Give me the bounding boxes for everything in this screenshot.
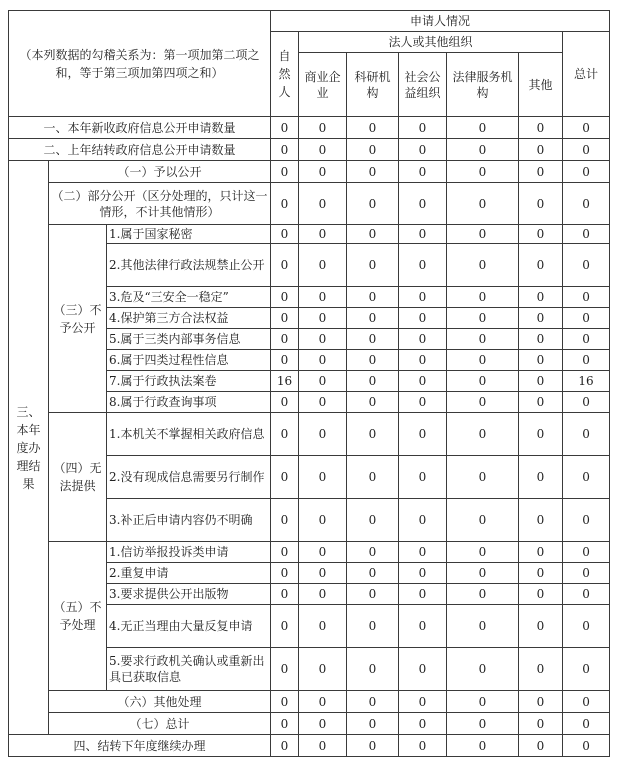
cell-value: 0: [347, 456, 399, 499]
unable-to-provide-label: （四）无法提供: [49, 413, 107, 542]
cell-value: 0: [399, 183, 447, 225]
cell-value: 16: [271, 371, 299, 392]
cell-value: 0: [399, 244, 447, 287]
col-natural-person: 自然人: [271, 32, 299, 117]
cell-value: 0: [399, 329, 447, 350]
cell-value: 0: [399, 139, 447, 161]
row-label: 一、本年新收政府信息公开申请数量: [9, 117, 271, 139]
cell-value: 0: [563, 735, 610, 757]
cell-value: 0: [563, 691, 610, 713]
table-row: [9, 542, 610, 563]
cell-value: 0: [299, 117, 347, 139]
cell-value: 0: [299, 413, 347, 456]
cell-value: 0: [563, 183, 610, 225]
cell-value: 0: [271, 735, 299, 757]
cell-value: 0: [299, 329, 347, 350]
cell-value: 0: [299, 244, 347, 287]
not-processed-label: （五）不予处理: [49, 542, 107, 691]
cell-value: 0: [519, 563, 563, 584]
table-row: [9, 139, 610, 161]
cell-value: 0: [347, 183, 399, 225]
cell-value: 0: [299, 287, 347, 308]
cell-value: 0: [519, 244, 563, 287]
cell-value: 0: [447, 139, 519, 161]
cell-value: 0: [271, 691, 299, 713]
cell-value: 0: [347, 499, 399, 542]
cell-value: 0: [347, 139, 399, 161]
row-label: 4.无正当理由大量反复申请: [107, 605, 271, 648]
header-row-1: [9, 11, 610, 32]
table-row: [9, 691, 610, 713]
cell-value: 0: [447, 371, 519, 392]
cell-value: 0: [271, 584, 299, 605]
cell-value: 0: [447, 542, 519, 563]
table-row: [9, 413, 610, 456]
cell-value: 0: [299, 161, 347, 183]
disclosure-stats-table: [8, 10, 610, 757]
cell-value: 0: [347, 244, 399, 287]
cell-value: 0: [399, 605, 447, 648]
row-label: 2.其他法律行政法规禁止公开: [107, 244, 271, 287]
cell-value: 0: [399, 225, 447, 244]
cell-value: 0: [399, 691, 447, 713]
cell-value: 0: [347, 371, 399, 392]
section3-label: 三、本年度办理结果: [9, 161, 49, 735]
cell-value: 0: [399, 456, 447, 499]
cell-value: 0: [447, 392, 519, 413]
cell-value: 0: [519, 161, 563, 183]
cell-value: 0: [271, 456, 299, 499]
cell-value: 0: [563, 139, 610, 161]
cell-value: 0: [563, 713, 610, 735]
cell-value: 0: [299, 584, 347, 605]
cell-value: 0: [563, 563, 610, 584]
cell-value: 0: [299, 735, 347, 757]
row-label: 3.补正后申请内容仍不明确: [107, 499, 271, 542]
cell-value: 0: [399, 287, 447, 308]
cell-value: 0: [299, 713, 347, 735]
col-legal-service-org: 法律服务机构: [447, 53, 519, 117]
row-label: （一）予以公开: [49, 161, 271, 183]
cell-value: 0: [563, 648, 610, 691]
cell-value: 0: [347, 287, 399, 308]
applicant-status-header: 申请人情况: [271, 11, 610, 32]
cell-value: 0: [563, 499, 610, 542]
cell-value: 0: [271, 117, 299, 139]
row-label: 1.属于国家秘密: [107, 225, 271, 244]
cell-value: 0: [519, 584, 563, 605]
cell-value: 0: [447, 584, 519, 605]
cell-value: 0: [447, 735, 519, 757]
cell-value: 0: [299, 183, 347, 225]
cell-value: 0: [271, 139, 299, 161]
cell-value: 0: [519, 713, 563, 735]
cell-value: 0: [519, 456, 563, 499]
cell-value: 0: [299, 542, 347, 563]
cell-value: 0: [299, 225, 347, 244]
cell-value: 0: [447, 563, 519, 584]
col-research-institution: 科研机构: [347, 53, 399, 117]
cell-value: 0: [271, 350, 299, 371]
cell-value: 0: [447, 691, 519, 713]
cell-value: 0: [447, 161, 519, 183]
cell-value: 0: [519, 542, 563, 563]
cell-value: 0: [519, 117, 563, 139]
cell-value: 0: [271, 713, 299, 735]
cell-value: 0: [563, 329, 610, 350]
cell-value: 0: [347, 713, 399, 735]
cell-value: 0: [271, 183, 299, 225]
not-disclosed-label: （三）不予公开: [49, 225, 107, 413]
cell-value: 0: [519, 413, 563, 456]
cell-value: 0: [399, 584, 447, 605]
cell-value: 0: [347, 161, 399, 183]
row-label: 3.危及“三安全一稳定”: [107, 287, 271, 308]
cell-value: 0: [347, 329, 399, 350]
cell-value: 0: [519, 183, 563, 225]
cell-value: 0: [447, 244, 519, 287]
cell-value: 0: [347, 308, 399, 329]
cell-value: 0: [347, 117, 399, 139]
cell-value: 0: [447, 499, 519, 542]
cell-value: 0: [299, 350, 347, 371]
cell-value: 0: [447, 456, 519, 499]
row-label: 2.没有现成信息需要另行制作: [107, 456, 271, 499]
cell-value: 0: [299, 392, 347, 413]
table-row: [9, 713, 610, 735]
cell-value: 0: [347, 413, 399, 456]
cell-value: 0: [347, 563, 399, 584]
row-label: 3.要求提供公开出版物: [107, 584, 271, 605]
cell-value: 0: [271, 161, 299, 183]
cell-value: 0: [519, 392, 563, 413]
row-label: 1.本机关不掌握相关政府信息: [107, 413, 271, 456]
cell-value: 0: [271, 287, 299, 308]
legal-org-header: 法人或其他组织: [299, 32, 563, 53]
cell-value: 0: [299, 605, 347, 648]
cell-value: 0: [563, 456, 610, 499]
cell-value: 0: [399, 648, 447, 691]
cell-value: 0: [399, 499, 447, 542]
cell-value: 0: [299, 499, 347, 542]
cell-value: 0: [447, 413, 519, 456]
cell-value: 0: [271, 225, 299, 244]
row-label: 四、结转下年度继续办理: [9, 735, 271, 757]
cell-value: 0: [563, 287, 610, 308]
row-label: 5.属于三类内部事务信息: [107, 329, 271, 350]
table-row: [9, 225, 610, 244]
cell-value: 0: [563, 161, 610, 183]
cell-value: 0: [347, 648, 399, 691]
cell-value: 0: [271, 413, 299, 456]
cell-value: 0: [447, 713, 519, 735]
cell-value: 0: [519, 350, 563, 371]
cell-value: 0: [271, 392, 299, 413]
cell-value: 0: [347, 691, 399, 713]
cell-value: 0: [347, 225, 399, 244]
cell-value: 0: [447, 329, 519, 350]
cell-value: 0: [563, 350, 610, 371]
cell-value: 0: [271, 605, 299, 648]
row-label: 二、上年结转政府信息公开申请数量: [9, 139, 271, 161]
header-note: （本列数据的勾稽关系为：第一项加第二项之和，等于第三项加第四项之和）: [9, 11, 271, 117]
cell-value: 0: [399, 542, 447, 563]
cell-value: 0: [271, 648, 299, 691]
cell-value: 0: [519, 499, 563, 542]
cell-value: 16: [563, 371, 610, 392]
cell-value: 0: [399, 308, 447, 329]
cell-value: 0: [299, 139, 347, 161]
col-total: 总计: [563, 32, 610, 117]
row-label: 1.信访举报投诉类申请: [107, 542, 271, 563]
cell-value: 0: [271, 308, 299, 329]
row-label: （六）其他处理: [49, 691, 271, 713]
cell-value: 0: [399, 161, 447, 183]
table-row: [9, 161, 610, 183]
cell-value: 0: [271, 499, 299, 542]
cell-value: 0: [447, 308, 519, 329]
table-row: [9, 183, 610, 225]
col-commercial-enterprise: 商业企业: [299, 53, 347, 117]
cell-value: 0: [299, 308, 347, 329]
cell-value: 0: [399, 713, 447, 735]
cell-value: 0: [519, 287, 563, 308]
cell-value: 0: [447, 648, 519, 691]
cell-value: 0: [447, 605, 519, 648]
cell-value: 0: [347, 605, 399, 648]
cell-value: 0: [347, 584, 399, 605]
cell-value: 0: [271, 329, 299, 350]
cell-value: 0: [447, 350, 519, 371]
cell-value: 0: [399, 563, 447, 584]
cell-value: 0: [519, 225, 563, 244]
cell-value: 0: [519, 308, 563, 329]
cell-value: 0: [563, 392, 610, 413]
cell-value: 0: [399, 117, 447, 139]
cell-value: 0: [563, 117, 610, 139]
row-label: 8.属于行政查询事项: [107, 392, 271, 413]
cell-value: 0: [347, 542, 399, 563]
cell-value: 0: [399, 350, 447, 371]
cell-value: 0: [519, 605, 563, 648]
row-label: 5.要求行政机关确认或重新出具已获取信息: [107, 648, 271, 691]
cell-value: 0: [399, 413, 447, 456]
cell-value: 0: [299, 371, 347, 392]
table-row: [9, 735, 610, 757]
cell-value: 0: [563, 584, 610, 605]
cell-value: 0: [399, 392, 447, 413]
col-other: 其他: [519, 53, 563, 117]
row-label: （七）总计: [49, 713, 271, 735]
cell-value: 0: [299, 648, 347, 691]
cell-value: 0: [347, 735, 399, 757]
cell-value: 0: [563, 413, 610, 456]
col-social-public-org: 社会公益组织: [399, 53, 447, 117]
cell-value: 0: [299, 456, 347, 499]
cell-value: 0: [563, 542, 610, 563]
cell-value: 0: [519, 139, 563, 161]
row-label: 2.重复申请: [107, 563, 271, 584]
cell-value: 0: [447, 287, 519, 308]
cell-value: 0: [519, 691, 563, 713]
cell-value: 0: [399, 371, 447, 392]
cell-value: 0: [399, 735, 447, 757]
cell-value: 0: [447, 117, 519, 139]
cell-value: 0: [271, 542, 299, 563]
cell-value: 0: [347, 350, 399, 371]
cell-value: 0: [347, 392, 399, 413]
row-label: 6.属于四类过程性信息: [107, 350, 271, 371]
cell-value: 0: [271, 244, 299, 287]
cell-value: 0: [563, 605, 610, 648]
cell-value: 0: [299, 563, 347, 584]
cell-value: 0: [563, 244, 610, 287]
row-label: 4.保护第三方合法权益: [107, 308, 271, 329]
cell-value: 0: [519, 735, 563, 757]
row-label: （二）部分公开（区分处理的，只计这一情形，不计其他情形）: [49, 183, 271, 225]
cell-value: 0: [519, 329, 563, 350]
cell-value: 0: [447, 225, 519, 244]
cell-value: 0: [563, 308, 610, 329]
row-label: 7.属于行政执法案卷: [107, 371, 271, 392]
cell-value: 0: [299, 691, 347, 713]
cell-value: 0: [271, 563, 299, 584]
cell-value: 0: [519, 371, 563, 392]
cell-value: 0: [519, 648, 563, 691]
table-row: [9, 117, 610, 139]
cell-value: 0: [447, 183, 519, 225]
cell-value: 0: [563, 225, 610, 244]
